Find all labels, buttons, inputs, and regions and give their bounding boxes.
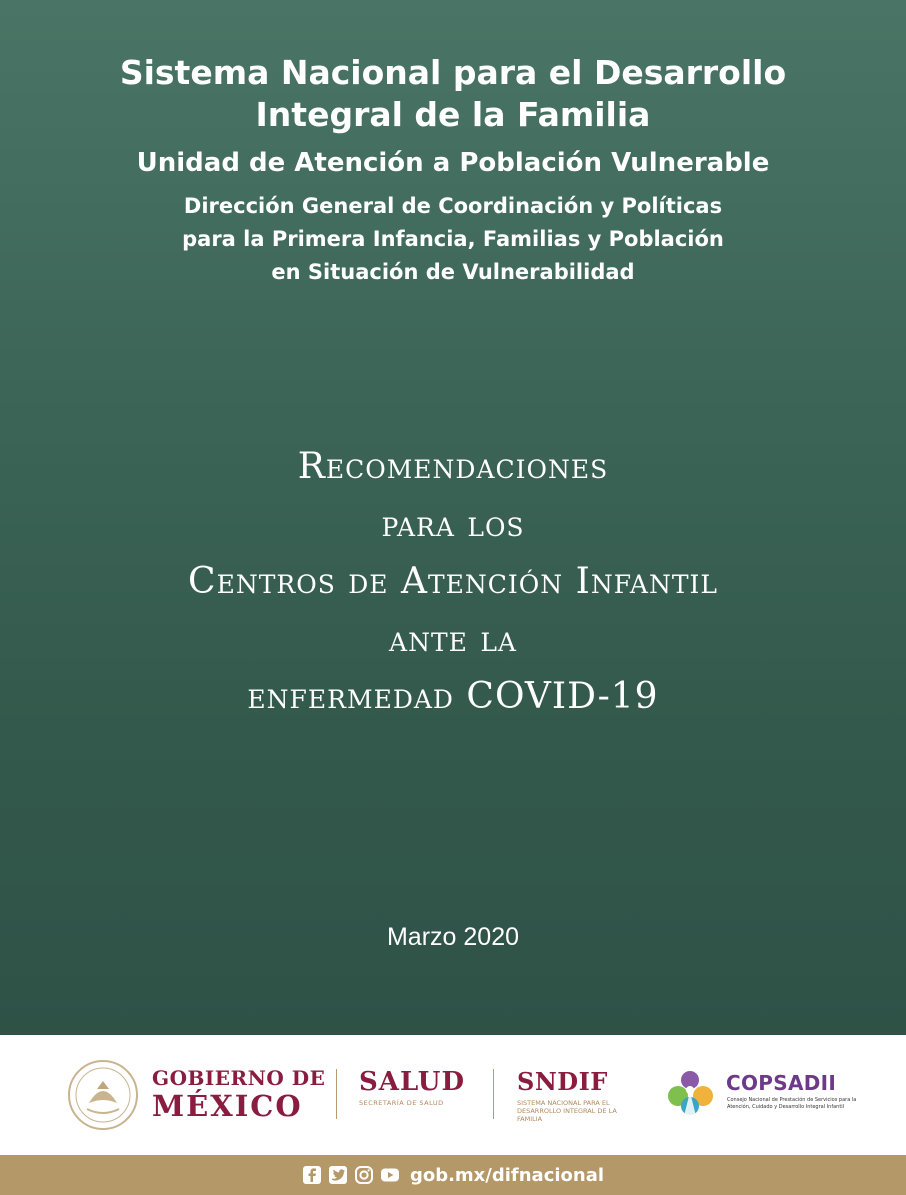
copsadii-logo	[666, 1068, 866, 1120]
gobierno-mexico-logo	[152, 1066, 325, 1122]
salud-logo-main: SALUD	[359, 1067, 466, 1097]
gobierno-logo-line1: GOBIERNO DE	[152, 1066, 326, 1090]
national-seal-icon	[67, 1059, 139, 1131]
facebook-icon[interactable]	[302, 1165, 322, 1185]
twitter-icon[interactable]	[328, 1165, 348, 1185]
document-title	[0, 438, 906, 726]
title-line3: Centros de Atención Infantil	[188, 561, 718, 602]
org-title-line1: Sistema Nacional para el Desarrollo	[119, 53, 787, 92]
logo-divider	[493, 1069, 494, 1119]
direction-line1: Dirección General de Coordinación y Políticas	[183, 194, 723, 218]
org-title-line2: Integral de la Familia	[255, 95, 651, 134]
title-covid: COVID-19	[466, 676, 659, 717]
youtube-icon[interactable]	[380, 1165, 400, 1185]
direction-line2: para la Primera Infancia, Familias y Población	[182, 227, 724, 251]
copsadii-emblem-icon	[666, 1068, 718, 1120]
title-line2: para los	[381, 503, 525, 545]
direction-line3: en Situación de Vulnerabilidad	[271, 260, 635, 284]
salud-logo-sub: SECRETARÍA DE SALUD	[359, 1099, 444, 1107]
title-line5	[0, 668, 906, 726]
title-line5-text: enfermedad	[247, 676, 454, 717]
sndif-logo-main: SNDIF	[517, 1067, 608, 1096]
unit-title: Unidad de Atención a Población Vulnerable	[136, 148, 770, 178]
title-line4: ante la	[389, 618, 517, 660]
copsadii-description: Consejo Nacional de Prestación de Servicios para la Atención, Cuidado y Desarrollo Integral Infantil	[727, 1097, 857, 1110]
sndif-logo-sub: SISTEMA NACIONAL PARA EL DESARROLLO INTEGRAL DE LA FAMILIA	[517, 1099, 617, 1123]
logo-divider	[336, 1069, 337, 1119]
footer-bar	[0, 1155, 906, 1195]
salud-logo	[359, 1068, 465, 1107]
org-title	[0, 52, 906, 136]
header-block	[0, 52, 906, 289]
instagram-icon[interactable]	[354, 1165, 374, 1185]
direction-title	[0, 190, 906, 289]
logo-band	[0, 1035, 906, 1155]
sndif-logo	[517, 1068, 627, 1123]
gobierno-logo-line2: MÉXICO	[152, 1089, 303, 1123]
footer-website-link[interactable]: gob.mx/difnacional	[409, 1164, 605, 1186]
copsadii-name: COPSADII	[726, 1071, 837, 1095]
publication-date: Marzo 2020	[386, 923, 520, 951]
title-line1: Recomendaciones	[297, 446, 609, 487]
